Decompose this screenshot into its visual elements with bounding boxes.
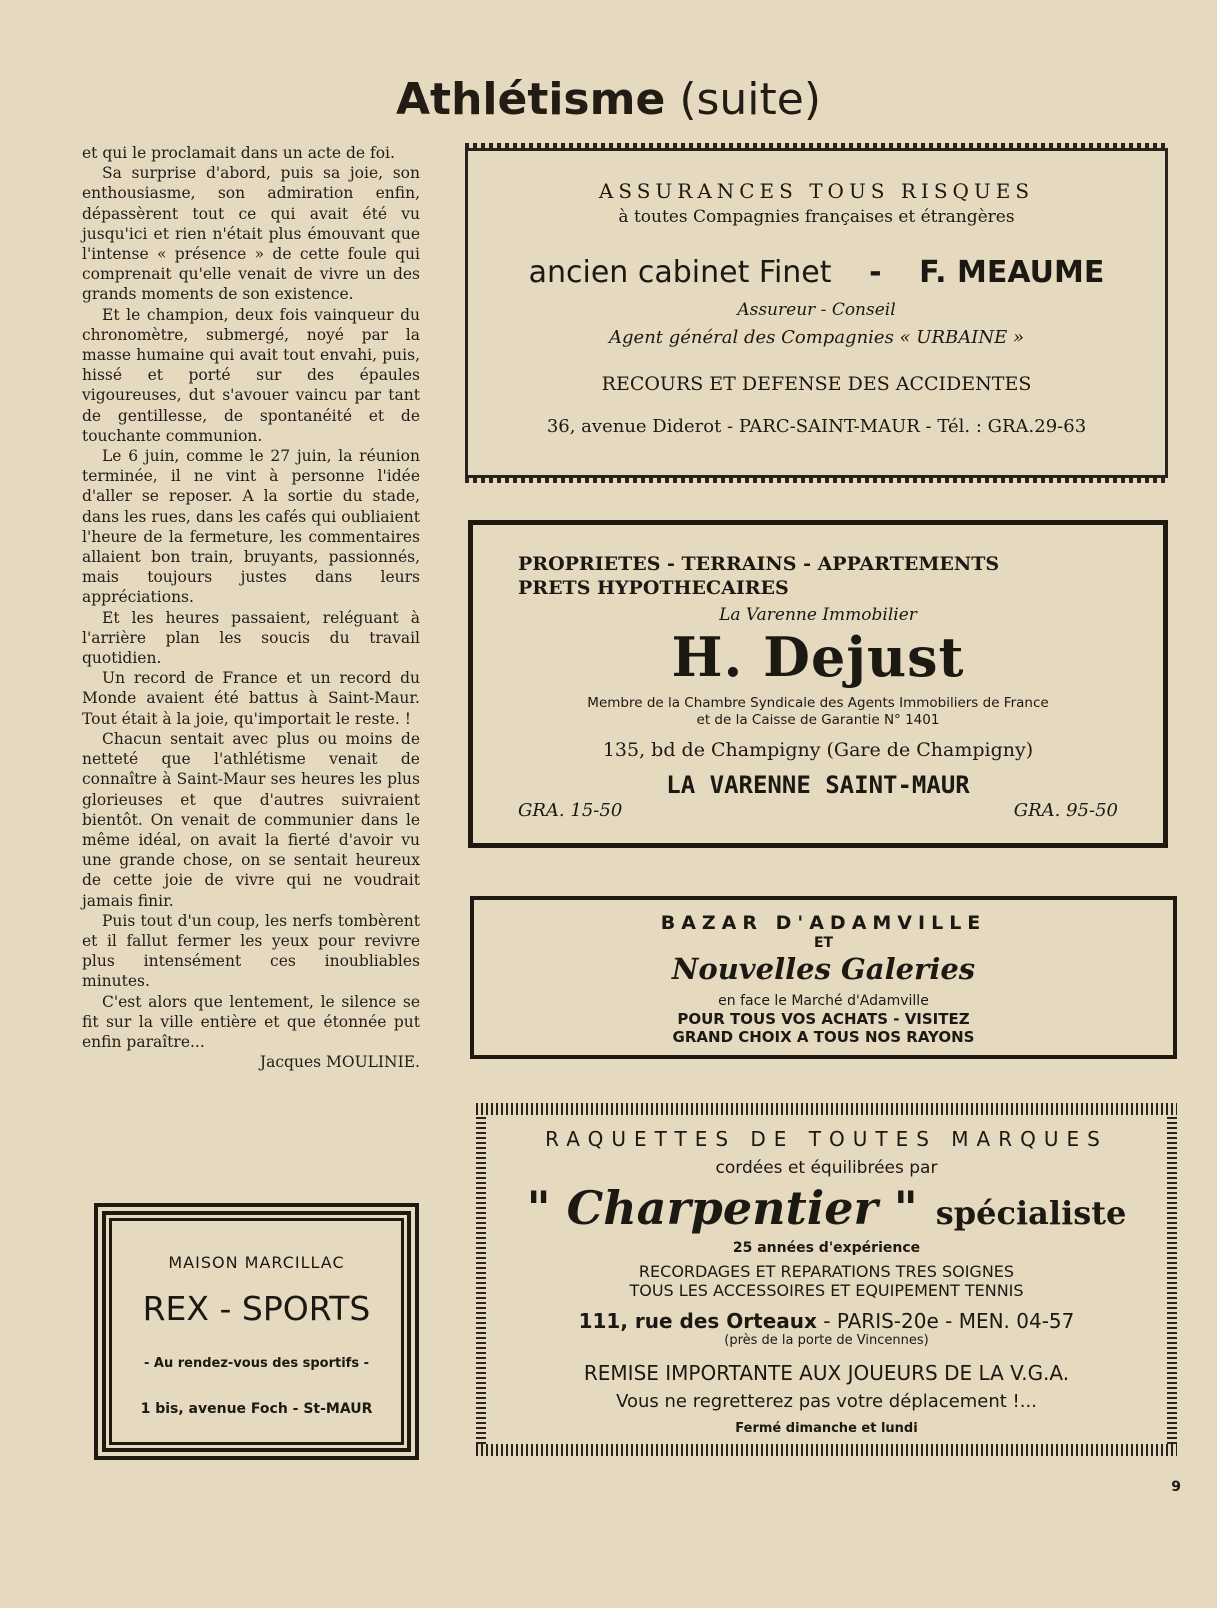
ad-raquettes-border-top	[476, 1103, 1177, 1115]
ad-dejust-agency: La Varenne Immobilier	[719, 605, 917, 625]
title-suite: (suite)	[679, 74, 822, 125]
ad-raquettes-address	[476, 1309, 1177, 1333]
ad-dejust-member2: et de la Caisse de Garantie N° 1401	[696, 712, 940, 728]
ad-insurance-agent: Agent général des Compagnies « URBAINE »	[609, 327, 1024, 348]
article-column	[82, 143, 420, 1072]
article-paragraph: Et les heures passaient, reléguant à l'arrière plan les soucis du travail quotidien.	[82, 608, 420, 668]
article-paragraph: et qui le proclamait dans un acte de foi.	[82, 144, 395, 162]
ad-insurance	[465, 148, 1168, 478]
ad-raquettes-street: 111, rue des Orteaux	[578, 1309, 817, 1333]
article-paragraph: Le 6 juin, comme le 27 juin, la réunion terminée, il ne vint à personne l'idée d'aller se reposer. A la sortie du stade, dans les rues, dans les cafés qui oubliaient l'heure de la fermeture, les commentaires allaient bon train, bruyants, passionnés, mais toujours justes dans leurs appréciations.	[82, 447, 420, 607]
ad-dejust-line1: PROPRIETES - TERRAINS - APPARTEMENTS	[518, 553, 1000, 575]
article-paragraph: Puis tout d'un coup, les nerfs tombèrent et il fallut fermer les yeux pour revivre plus intensément ces inoubliables minutes.	[82, 911, 420, 991]
ad-raquettes-subline: cordées et équilibrées par	[715, 1158, 938, 1178]
article-paragraph: Un record de France et un record du Monde avaient été battus à Saint-Maur. Tout était à la joie, qu'importait le reste. !	[82, 669, 420, 728]
ad-raquettes-headline: RAQUETTES DE TOUTES MARQUES	[545, 1127, 1108, 1151]
ad-rex-sports	[94, 1203, 419, 1460]
ad-insurance-address: 36, avenue Diderot - PARC-SAINT-MAUR - Tél. : GRA.29-63	[546, 416, 1087, 437]
ad-insurance-dash: -	[869, 255, 882, 290]
ad-dejust-address: 135, bd de Champigny (Gare de Champigny)	[602, 739, 1034, 761]
ad-insurance-subline: à toutes Compagnies françaises et étrangères	[618, 207, 1015, 227]
ad-raquettes-name: " Charpentier "	[526, 1181, 918, 1235]
ad-rex-maison: MAISON MARCILLAC	[168, 1253, 345, 1272]
ad-insurance-role: Assureur - Conseil	[737, 300, 896, 320]
article-paragraph: Sa surprise d'abord, puis sa joie, son enthousiasme, son admiration enfin, dépassèrent tout ce qui avait été vu jusqu'ici et rien n'était plus émouvant que l'intense « présence » de cette foule qui comprenait qu'elle venait de vivre un des grands moments de son existence.	[82, 164, 420, 304]
ad-dejust-phone-right: GRA. 95-50	[1013, 800, 1118, 821]
ad-raquettes-city-phone: - PARIS-20e - MEN. 04-57	[823, 1309, 1075, 1333]
ad-rex-address: 1 bis, avenue Foch - St-MAUR	[140, 1401, 373, 1417]
ad-raquettes-address-note: (près de la porte de Vincennes)	[724, 1333, 929, 1348]
article-paragraph: C'est alors que lentement, le silence se fit sur la ville entière et que étonnée put enfin paraître...	[82, 992, 420, 1051]
ad-bazar-title: BAZAR D'ADAMVILLE	[660, 912, 987, 934]
ad-dejust	[468, 520, 1168, 848]
ad-dejust-name: H. Dejust	[671, 625, 965, 689]
ad-raquettes-services2: TOUS LES ACCESSOIRES ET EQUIPEMENT TENNIS	[629, 1281, 1024, 1300]
article-paragraph: Et le champion, deux fois vainqueur du chronomètre, submergé, noyé par la masse humaine qui avait tout envahi, puis, hissé et porté sur des épaules vigoureuses, dut s'avouer vaincu par tant de gentillesse, de spontanéité et de touchante communion.	[82, 305, 420, 445]
ad-insurance-name-row	[468, 255, 1165, 290]
ad-insurance-headline: ASSURANCES TOUS RISQUES	[598, 179, 1035, 203]
ad-insurance-cabinet: ancien cabinet Finet	[528, 255, 832, 290]
ad-insurance-recours: RECOURS ET DEFENSE DES ACCIDENTES	[601, 373, 1032, 395]
ad-raquettes	[476, 1103, 1177, 1456]
ad-raquettes-name-row	[476, 1181, 1177, 1235]
ad-raquettes-discount: REMISE IMPORTANTE AUX JOUEURS DE LA V.G.A.	[583, 1361, 1070, 1385]
page-title	[0, 74, 1217, 125]
ad-dejust-line2: PRETS HYPOTHECAIRES	[518, 577, 789, 599]
ad-bazar-visit: POUR TOUS VOS ACHATS - VISITEZ	[677, 1010, 970, 1028]
article-signature: Jacques MOULINIE.	[259, 1053, 420, 1072]
ad-raquettes-experience: 25 années d'expérience	[732, 1240, 921, 1256]
ad-raquettes-slogan: Vous ne regretterez pas votre déplacement !...	[616, 1391, 1037, 1412]
ad-insurance-name: F. MEAUME	[919, 255, 1105, 290]
ad-dejust-membership	[473, 695, 1163, 729]
ad-raquettes-border-bottom	[476, 1444, 1177, 1456]
ad-raquettes-specialist: spécialiste	[935, 1194, 1127, 1232]
title-main: Athlétisme	[395, 74, 666, 125]
ad-rex-inner-frame	[109, 1218, 404, 1445]
ad-raquettes-services	[476, 1262, 1177, 1300]
ad-dejust-town: LA VARENNE SAINT-MAUR	[666, 771, 970, 799]
ad-dejust-phone-left: GRA. 15-50	[518, 800, 623, 821]
article-paragraph: Chacun sentait avec plus ou moins de netteté que l'athlétisme venait de connaître à Saint-Maur ses heures les plus glorieuses et que d'autres suivraient bientôt. On venait de communier dans le même idéal, on avait la fierté d'avoir vu une grande chose, on se sentait heureux de cette joie de vivre qui ne voudrait jamais finir.	[82, 729, 420, 910]
ad-bazar-choice: GRAND CHOIX A TOUS NOS RAYONS	[672, 1028, 975, 1046]
ad-bazar	[470, 896, 1177, 1059]
ad-dejust-member1: Membre de la Chambre Syndicale des Agents Immobiliers de France	[587, 695, 1049, 711]
ad-raquettes-closed: Fermé dimanche et lundi	[735, 1421, 918, 1436]
ad-raquettes-services1: RECORDAGES ET REPARATIONS TRES SOIGNES	[638, 1262, 1015, 1281]
page-number: 9	[1171, 1479, 1181, 1495]
ad-bazar-galeries: Nouvelles Galeries	[671, 952, 976, 986]
ad-rex-name: REX - SPORTS	[142, 1289, 371, 1328]
ad-bazar-location: en face le Marché d'Adamville	[718, 993, 929, 1009]
ad-rex-tagline: - Au rendez-vous des sportifs -	[143, 1356, 369, 1371]
ad-bazar-et: ET	[813, 935, 834, 951]
